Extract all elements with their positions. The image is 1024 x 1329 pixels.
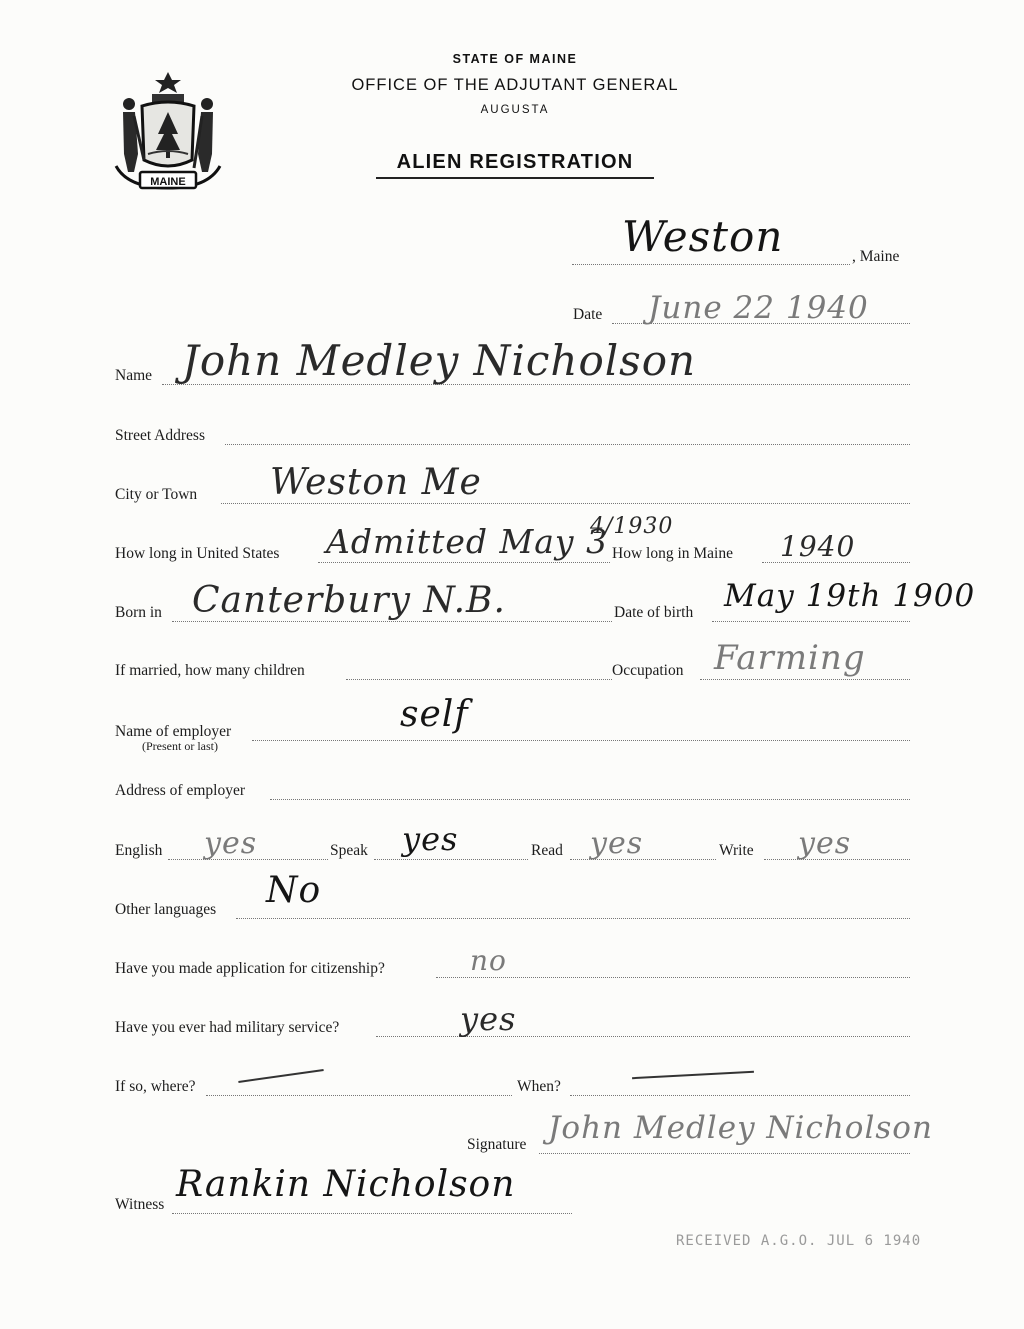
maine-duration-label: How long in Maine [612,545,733,562]
place-suffix: , Maine [852,248,900,265]
employer-entry: self [400,694,469,735]
place-line [572,264,850,265]
speak-entry: yes [402,820,459,858]
us-duration-label: How long in United States [115,545,280,562]
citizenship-entry: no [470,944,507,977]
city-heading: AUGUSTA [480,104,550,116]
witness-label: Witness [115,1196,165,1213]
dob-line [712,621,910,622]
citizenship-label: Have you made application for citizenship? [115,960,385,977]
city-entry: Weston Me [270,462,482,503]
occupation-label: Occupation [612,662,684,679]
city-line [221,503,910,504]
employer-sublabel: (Present or last) [142,739,218,753]
employer-address-label: Address of employer [115,782,245,799]
other-languages-label: Other languages [115,901,217,918]
form-title: ALIEN REGISTRATION [396,151,634,173]
city-label: City or Town [115,486,198,503]
when-line [570,1095,910,1096]
us-year-entry: 4/1930 [590,514,674,539]
occupation-entry: Farming [714,638,866,678]
witness-entry: Rankin Nicholson [176,1164,516,1205]
read-entry: yes [590,826,644,861]
where-label: If so, where? [115,1078,196,1095]
svg-text:MAINE: MAINE [150,176,186,188]
military-line [376,1036,910,1037]
where-dash-mark [238,1069,323,1083]
read-label: Read [531,842,563,859]
where-line [206,1095,512,1096]
occupation-line [700,679,910,680]
military-label: Have you ever had military service? [115,1019,340,1036]
born-label: Born in [115,604,162,621]
speak-label: Speak [330,842,368,859]
place-entry: Weston [622,212,784,261]
born-line [172,621,612,622]
children-label: If married, how many children [115,662,305,679]
citizenship-line [436,977,910,978]
maine-duration-entry: 1940 [780,530,856,563]
employer-label: Name of employer [115,723,232,740]
dob-label: Date of birth [614,604,694,621]
state-heading: STATE OF MAINE [452,52,578,66]
date-label: Date [573,306,603,323]
name-label: Name [115,367,153,384]
when-dash-mark [632,1071,754,1079]
military-entry: yes [460,1000,517,1038]
us-duration-line [318,562,610,563]
street-line [225,444,910,445]
office-heading: OFFICE OF THE ADJUTANT GENERAL [351,76,679,94]
signature-entry: John Medley Nicholson [548,1110,933,1146]
write-label: Write [719,842,754,859]
english-label: English [115,842,163,859]
write-entry: yes [798,826,852,861]
witness-line [172,1213,572,1214]
english-entry: yes [204,826,258,861]
received-stamp: RECEIVED A.G.O. JUL 6 1940 [676,1233,922,1249]
employer-line [252,740,910,741]
when-label: When? [517,1078,561,1095]
signature-label: Signature [467,1136,527,1153]
title-underline [376,177,654,179]
state-seal-icon [114,68,222,192]
name-entry: John Medley Nicholson [182,336,697,385]
other-languages-entry: No [266,870,322,911]
date-entry: June 22 1940 [648,290,869,326]
speak-line [374,859,528,860]
us-duration-entry: Admitted May 3 [326,522,609,561]
children-line [346,679,612,680]
street-label: Street Address [115,427,205,444]
other-languages-line [236,918,910,919]
born-entry: Canterbury N.B. [192,580,506,621]
dob-entry: May 19th 1900 [724,578,976,614]
employer-address-line [270,799,910,800]
signature-line [539,1153,910,1154]
